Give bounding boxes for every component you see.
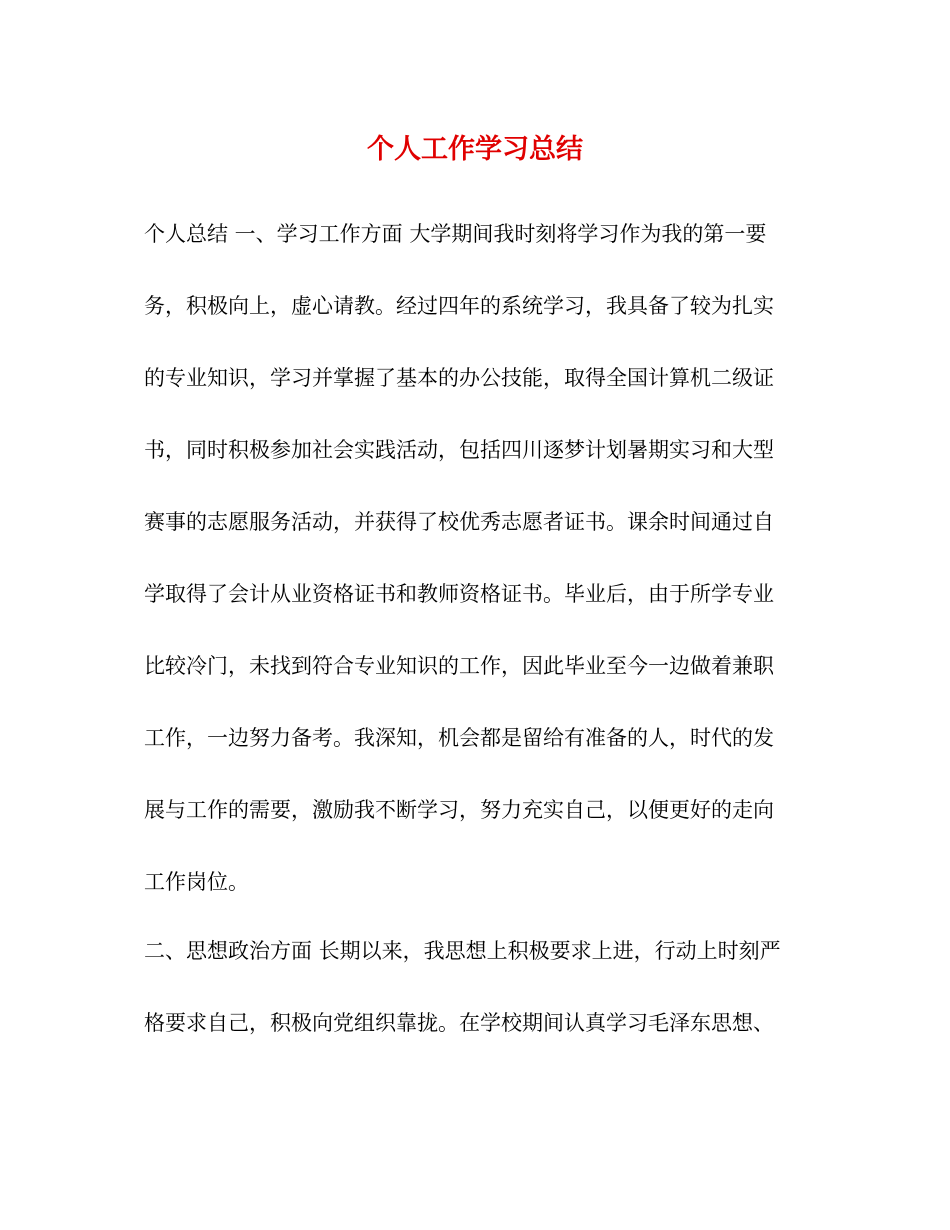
body-line: 务，积极向上，虚心请教。经过四年的系统学习，我具备了较为扎实: [144, 294, 774, 318]
body-line: 的专业知识，学习并掌握了基本的办公技能，取得全国计算机二级证: [144, 366, 774, 390]
body-line: 格要求自己，积极向党组织靠拢。在学校期间认真学习毛泽东思想、: [144, 1011, 774, 1035]
body-line: 赛事的志愿服务活动，并获得了校优秀志愿者证书。课余时间通过自: [144, 510, 774, 534]
body-line: 比较冷门，未找到符合专业知识的工作，因此毕业至今一边做着兼职: [144, 654, 774, 678]
body-line: 个人总结 一、学习工作方面 大学期间我时刻将学习作为我的第一要: [144, 222, 767, 246]
body-line: 学取得了会计从业资格证书和教师资格证书。毕业后，由于所学专业: [144, 582, 774, 606]
body-line: 书，同时积极参加社会实践活动，包括四川逐梦计划暑期实习和大型: [144, 438, 774, 462]
body-line: 工作岗位。: [144, 870, 249, 894]
body-line: 二、思想政治方面 长期以来，我思想上积极要求上进，行动上时刻严: [144, 939, 781, 963]
document-title: 个人工作学习总结: [367, 134, 583, 165]
body-line: 展与工作的需要，激励我不断学习，努力充实自己，以便更好的走向: [144, 798, 774, 822]
body-line: 工作，一边努力备考。我深知，机会都是留给有准备的人，时代的发: [144, 726, 774, 750]
